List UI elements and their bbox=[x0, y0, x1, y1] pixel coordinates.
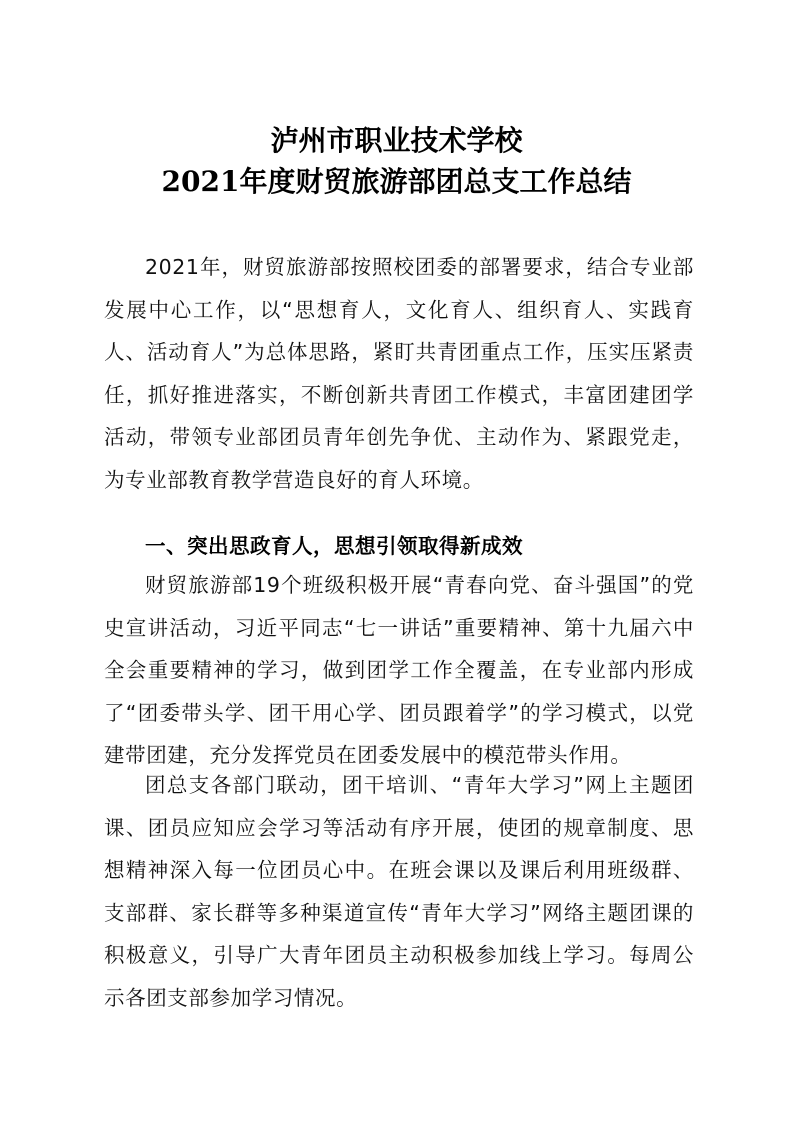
section1-paragraph-1: 财贸旅游部19个班级积极开展“青春向党、奋斗强国”的党史宣讲活动，习近平同志“七一讲话”重要精神、第十九届六中全会重要精神的学习，做到团学工作全覆盖，在专业部内形成了“团委带头学、团干用心学、团员跟着学”的学习模式，以党建带团建，充分发挥党员在团委发展中的模范带头作用。 bbox=[104, 573, 694, 768]
intro-paragraph: 2021年，财贸旅游部按照校团委的部署要求，结合专业部发展中心工作，以“思想育人，文化育人、组织育人、实践育人、活动育人”为总体思路，紧盯共青团重点工作，压实压紧责任，抓好推进落实，不断创新共青团工作模式，丰富团建团学活动，带领专业部团员青年创先争优、主动作为、紧跟党走，为专业部教育教学营造良好的育人环境。 bbox=[104, 255, 694, 492]
document-title-school: 泸州市职业技术学校 bbox=[270, 124, 523, 157]
document-title-report: 2021年度财贸旅游部团总支工作总结 bbox=[161, 165, 632, 198]
section-heading-1: 一、突出思政育人，思想引领取得新成效 bbox=[145, 534, 523, 558]
section1-paragraph-2: 团总支各部门联动，团干培训、“青年大学习”网上主题团课、团员应知应会学习等活动有序开展，使团的规章制度、思想精神深入每一位团员心中。在班会课以及课后利用班级群、支部群、家长群等多种渠道宣传“青年大学习”网络主题团课的积极意义，引导广大青年团员主动积极参加线上学习。每周公示各团支部参加学习情况。 bbox=[104, 773, 694, 1010]
